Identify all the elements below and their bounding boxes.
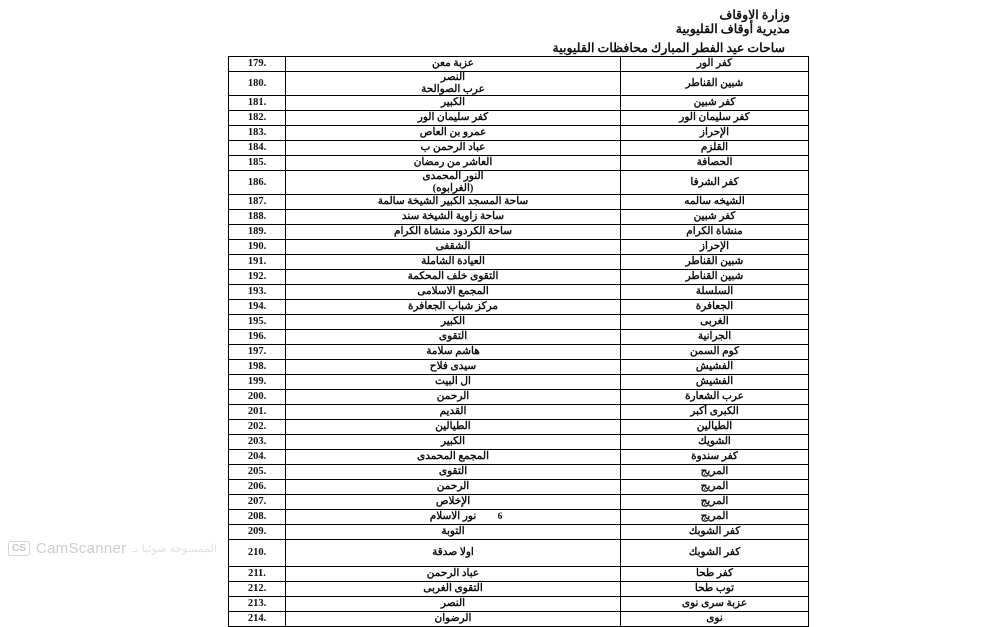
table-row <box>229 450 809 465</box>
cell-number: 199. <box>229 375 286 390</box>
cell-number: 201. <box>229 405 286 420</box>
cell-village: توب طحا <box>621 582 809 597</box>
table-row <box>229 285 809 300</box>
cell-number: 208. <box>229 510 286 525</box>
cell-number: 191. <box>229 255 286 270</box>
cell-place: الكبير <box>286 435 621 450</box>
table-row <box>229 405 809 420</box>
cell-number: 210. <box>229 540 286 567</box>
table-row <box>229 72 809 96</box>
table-row <box>229 390 809 405</box>
cell-number: 195. <box>229 315 286 330</box>
camscanner-badge: CS <box>8 541 30 556</box>
cell-place: ساحة زاوية الشيخة سند <box>286 210 621 225</box>
cell-village: كفر الشوبك <box>621 540 809 567</box>
cell-number: 188. <box>229 210 286 225</box>
cell-number: 190. <box>229 240 286 255</box>
cell-village: الشيخه سالمه <box>621 195 809 210</box>
page-number: 6 <box>497 512 503 522</box>
cell-village: كفر الور <box>621 57 809 72</box>
table-row <box>229 330 809 345</box>
table-row <box>229 480 809 495</box>
cell-number: 193. <box>229 285 286 300</box>
cell-place: اولا صدقة <box>286 540 621 567</box>
table-row <box>229 141 809 156</box>
cell-number: 180. <box>229 72 286 96</box>
cell-place: هاشم سلامة <box>286 345 621 360</box>
table-row <box>229 270 809 285</box>
cell-number: 200. <box>229 390 286 405</box>
cell-number: 213. <box>229 597 286 612</box>
table-row <box>229 57 809 72</box>
cell-village: المريج <box>621 480 809 495</box>
table-row <box>229 567 809 582</box>
cell-place: الطيالين <box>286 420 621 435</box>
cell-place: سيدى فلاح <box>286 360 621 375</box>
table-row <box>229 582 809 597</box>
cell-place: ال البيت <box>286 375 621 390</box>
table-row <box>229 360 809 375</box>
cell-place: التقوى خلف المحكمة <box>286 270 621 285</box>
cell-number: 192. <box>229 270 286 285</box>
cell-number: 186. <box>229 171 286 195</box>
cell-place: المجمع المحمدى <box>286 450 621 465</box>
cell-village: شبين القناطر <box>621 255 809 270</box>
cell-village: كفر الشرفا <box>621 171 809 195</box>
cell-village: كفر شبين <box>621 96 809 111</box>
table-row <box>229 300 809 315</box>
cell-place: ساحة المسجد الكبير الشيخة سالمة <box>286 195 621 210</box>
cell-place: نور الاسلام <box>286 510 621 525</box>
cell-number: 183. <box>229 126 286 141</box>
cell-village: عرب الشعارة <box>621 390 809 405</box>
cell-place: الكبير <box>286 96 621 111</box>
table-row <box>229 465 809 480</box>
cell-place: الرحمن <box>286 390 621 405</box>
table-row <box>229 195 809 210</box>
cell-number: 202. <box>229 420 286 435</box>
cell-number: 196. <box>229 330 286 345</box>
table-row <box>229 525 809 540</box>
camscanner-watermark <box>8 540 217 557</box>
table-row <box>229 375 809 390</box>
cell-number: 211. <box>229 567 286 582</box>
cell-village: كفر الشوبك <box>621 525 809 540</box>
cell-number: 207. <box>229 495 286 510</box>
cell-place: عزبة معن <box>286 57 621 72</box>
cell-number: 189. <box>229 225 286 240</box>
cell-village: الحصافة <box>621 156 809 171</box>
cell-number: 212. <box>229 582 286 597</box>
document-header <box>676 8 790 36</box>
cell-village: الفشيش <box>621 360 809 375</box>
cell-number: 197. <box>229 345 286 360</box>
cell-place: النصر عرب الصوالحة <box>286 72 621 96</box>
cell-place: النور المحمدى (الغرابوه) <box>286 171 621 195</box>
table-row <box>229 255 809 270</box>
cell-village: المريج <box>621 465 809 480</box>
table-row <box>229 345 809 360</box>
cell-village: كفر سليمان الور <box>621 111 809 126</box>
table-row <box>229 156 809 171</box>
cell-village: السلسلة <box>621 285 809 300</box>
cell-number: 203. <box>229 435 286 450</box>
cell-village: الجرانية <box>621 330 809 345</box>
table-row <box>229 540 809 567</box>
cell-place: التقوى الغربى <box>286 582 621 597</box>
cell-number: 198. <box>229 360 286 375</box>
cell-village: الإحراز <box>621 240 809 255</box>
cell-village: الطيالين <box>621 420 809 435</box>
cell-number: 187. <box>229 195 286 210</box>
cell-number: 184. <box>229 141 286 156</box>
venues-table-body <box>229 57 809 627</box>
cell-village: شبين القناطر <box>621 270 809 285</box>
cell-place: ساحة الكردود منشاة الكرام <box>286 225 621 240</box>
cell-village: الشويك <box>621 435 809 450</box>
table-row <box>229 111 809 126</box>
cell-place: عمرو بن العاص <box>286 126 621 141</box>
table-row <box>229 225 809 240</box>
document-subtitle: ساحات عيد الفطر المبارك محافظات القليوبية <box>552 41 785 55</box>
table-row <box>229 612 809 627</box>
cell-village: الكبرى أكبر <box>621 405 809 420</box>
table-row <box>229 210 809 225</box>
cell-place: مركز شباب الجعافرة <box>286 300 621 315</box>
cell-village: الإحراز <box>621 126 809 141</box>
cell-number: 206. <box>229 480 286 495</box>
cell-place: التقوى <box>286 465 621 480</box>
cell-village: منشأة الكرام <box>621 225 809 240</box>
cell-number: 181. <box>229 96 286 111</box>
table-row <box>229 495 809 510</box>
ministry-name: وزارة الاوقاف <box>719 8 790 22</box>
table-row <box>229 240 809 255</box>
cell-village: كفر شبين <box>621 210 809 225</box>
cell-village: المريج <box>621 495 809 510</box>
venues-table <box>228 56 809 627</box>
cell-number: 204. <box>229 450 286 465</box>
cell-place: العاشر من رمضان <box>286 156 621 171</box>
camscanner-label: CamScanner <box>35 540 127 557</box>
table-row <box>229 126 809 141</box>
cell-number: 194. <box>229 300 286 315</box>
table-row <box>229 420 809 435</box>
directorate-name: مديرية أوقاف القليوبية <box>675 22 790 36</box>
cell-place: الإخلاص <box>286 495 621 510</box>
cell-place: العيادة الشاملة <box>286 255 621 270</box>
cell-place: الرضوان <box>286 612 621 627</box>
cell-village: نوى <box>621 612 809 627</box>
cell-village: كوم السمن <box>621 345 809 360</box>
cell-village: شبين القناطر <box>621 72 809 96</box>
cell-place: التقوى <box>286 330 621 345</box>
cell-village: الفشيش <box>621 375 809 390</box>
cell-village: عزبة سرى نوى <box>621 597 809 612</box>
cell-place: المجمع الاسلامى <box>286 285 621 300</box>
cell-number: 209. <box>229 525 286 540</box>
table-row <box>229 96 809 111</box>
cell-place: الكبير <box>286 315 621 330</box>
cell-place: عباد الرحمن <box>286 567 621 582</box>
cell-number: 205. <box>229 465 286 480</box>
camscanner-arabic-label: الممسوحة ضوئيا بـ <box>132 543 217 555</box>
cell-village: الغربى <box>621 315 809 330</box>
table-row <box>229 435 809 450</box>
cell-number: 185. <box>229 156 286 171</box>
cell-number: 179. <box>229 57 286 72</box>
cell-place: عباد الرحمن ب <box>286 141 621 156</box>
table-row <box>229 315 809 330</box>
cell-place: النصر <box>286 597 621 612</box>
table-row <box>229 597 809 612</box>
cell-village: القلزم <box>621 141 809 156</box>
cell-number: 214. <box>229 612 286 627</box>
cell-number: 182. <box>229 111 286 126</box>
cell-village: الجعافرة <box>621 300 809 315</box>
cell-village: المريج <box>621 510 809 525</box>
cell-place: التوبة <box>286 525 621 540</box>
cell-village: كفر طحا <box>621 567 809 582</box>
table-row <box>229 171 809 195</box>
cell-place: الشقفى <box>286 240 621 255</box>
cell-place: كفر سليمان الور <box>286 111 621 126</box>
cell-place: الرحمن <box>286 480 621 495</box>
cell-village: كفر سندوة <box>621 450 809 465</box>
cell-place: القديم <box>286 405 621 420</box>
